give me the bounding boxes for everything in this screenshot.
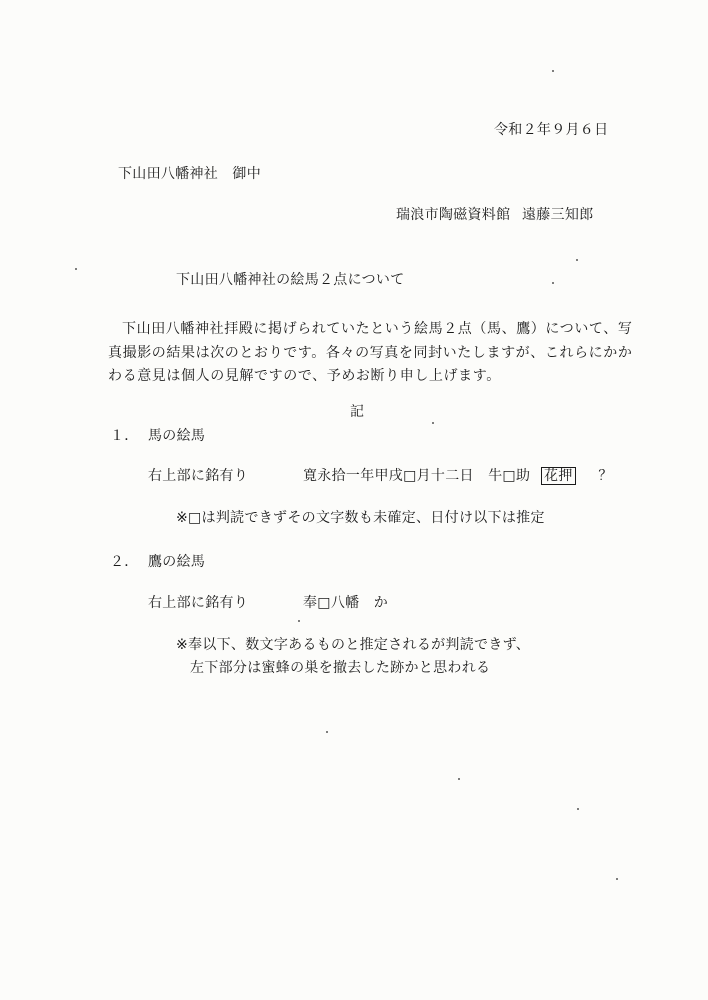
item-2-title: 鷹の絵馬	[148, 554, 206, 570]
item-2-number: ２．	[110, 554, 139, 570]
scan-speck	[75, 268, 77, 270]
scan-speck	[326, 731, 328, 733]
scan-speck	[616, 878, 618, 880]
item-2-note: 左下部分は蜜蜂の巣を撤去した跡かと思われる	[190, 660, 491, 676]
scan-speck	[577, 808, 579, 810]
item-1-note: ※□は判読できずその文字数も未確定、日付け以下は推定	[176, 510, 545, 526]
item-1-inscription-label: 右上部に銘有り	[148, 468, 249, 484]
item-1-inscription-suffix: ？	[598, 468, 613, 484]
scan-speck	[298, 620, 300, 622]
sender-organization: 瑞浪市陶磁資料館	[396, 207, 511, 223]
item-2-note: ※奉以下、数文字あるものと推定されるが判読できず、	[176, 637, 531, 653]
body-line: 下山田八幡神社拝殿に掲げられていたという絵馬２点（馬、鷹）について、写	[122, 321, 633, 337]
scan-speck	[432, 422, 434, 424]
scan-speck	[552, 70, 554, 72]
item-2-inscription-label: 右上部に銘有り	[148, 595, 249, 611]
date: 令和２年９月６日	[494, 122, 609, 138]
body-paragraph	[108, 318, 633, 389]
item-1-number: １．	[110, 428, 139, 444]
item-2-inscription-text: 奉□八幡 か	[303, 595, 389, 611]
subject: 下山田八幡神社の絵馬２点について	[176, 272, 405, 288]
scan-speck	[552, 282, 554, 284]
body-line: 真撮影の結果は次のとおりです。各々の写真を同封いたしますが、これらにかか	[108, 344, 633, 361]
item-1-inscription-text: 寛永拾一年甲戌□月十二日 牛□助	[303, 468, 531, 484]
sender-name: 遠藤三知郎	[522, 207, 594, 223]
body-line: わる意見は個人の見解ですので、予めお断り申し上げます。	[108, 368, 501, 384]
scan-speck	[458, 778, 460, 780]
item-1-inscription	[303, 467, 613, 485]
recipient: 下山田八幡神社 御中	[118, 166, 261, 182]
kao-boxed: 花押	[541, 467, 576, 485]
ki-heading: 記	[350, 404, 365, 420]
item-1-title: 馬の絵馬	[148, 428, 206, 444]
scan-speck	[576, 259, 578, 261]
